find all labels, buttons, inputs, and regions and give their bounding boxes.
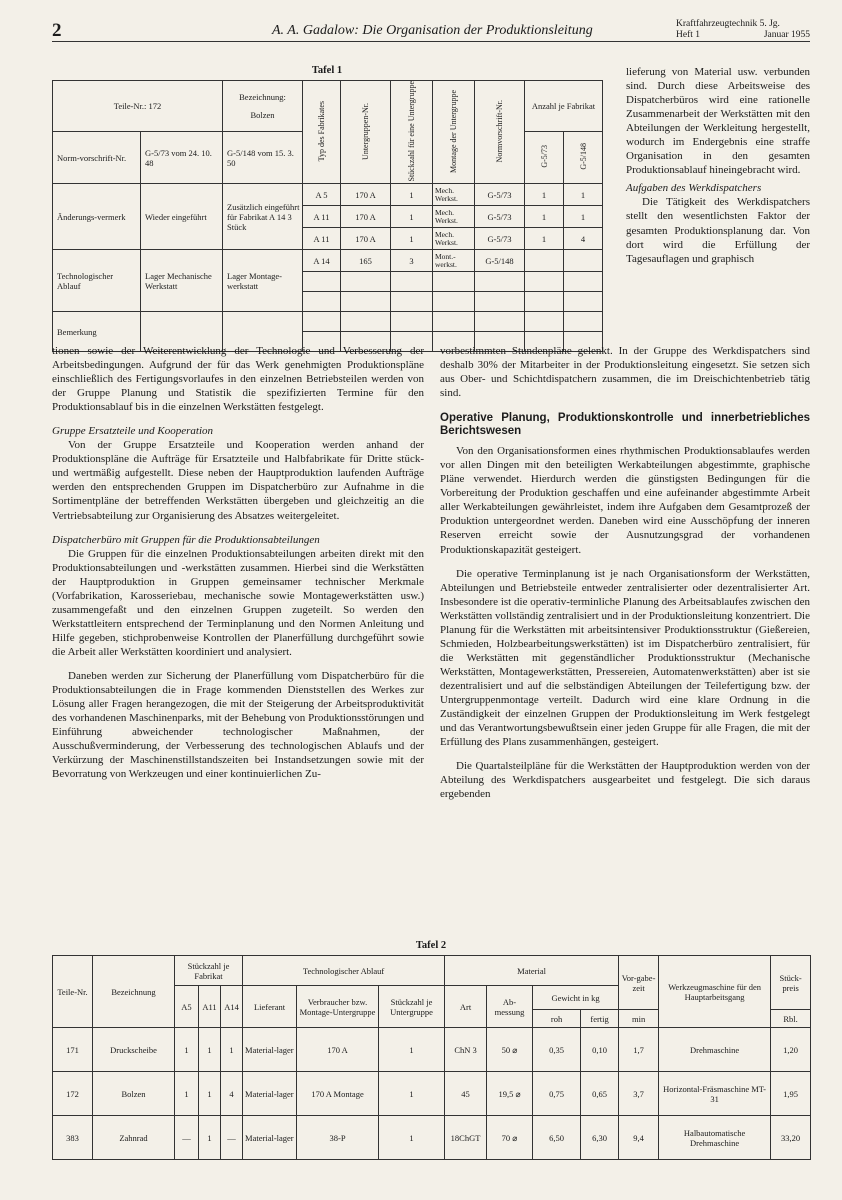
table-cell: 9,4 [619,1116,659,1160]
table-cell [475,292,525,312]
t2-h-werkzeug: Werkzeugmaschine für den Hauptarbeitsgang [659,956,771,1028]
t1-norm-a: G-5/73 vom 24. 10. 48 [141,131,223,184]
table-cell: 18ChGT [445,1116,487,1160]
table-cell: 45 [445,1072,487,1116]
table-cell: 1 [175,1072,199,1116]
table-cell: 19,5 ⌀ [487,1072,533,1116]
table-cell: Mech. Werkst. [433,228,475,250]
table-cell: Mech. Werkst. [433,184,475,206]
table-cell: 170 A [341,206,391,228]
t1-col-g573: G-5/73 [525,131,564,184]
table-cell [391,272,433,292]
table-cell [391,292,433,312]
table-cell: 1 [564,184,603,206]
table-cell: 0,35 [533,1028,581,1072]
right-top-block [626,65,810,266]
t1-col-anzahl: Anzahl je Fabrikat [525,81,603,132]
t2-h-fertig: fertig [581,1010,619,1028]
table-row [53,1072,811,1116]
table-cell: 1,20 [771,1028,811,1072]
t2-h-material: Material [445,956,619,986]
table-1 [52,80,603,352]
table-cell: Material-lager [243,1028,297,1072]
table-cell: G-5/148 [475,250,525,272]
table-cell [564,250,603,272]
paragraph: Daneben werden zur Sicherung der Planerfüllung vom Dispatcherbüro für die Produktionsabteilungen die in Frage kommenden Dienststellen des Werkes zur Lösung aller Fragen herangezogen, die mit der Steigerung der Arbeitsproduktivität des vorhandenen Maschinenparks, mit der Behebung von Produktionsstörungen und Einführung abweichender technologischer Maßnahmen, der Ausschußverminderung, der Verbesserung des technologischen Ablaufs und der Verkürzung der Maschinenstillstandszeiten bei Instandsetzungen sowie mit der Bevorratung von Werkzeugen und einer kontinuierlichen Zu- [52,669,424,781]
left-column [52,344,424,781]
t1-col-untergruppen: Untergruppen-Nr. [341,81,391,184]
section-heading: Dispatcherbüro mit Gruppen für die Produktionsabteilungen [52,533,320,546]
t1-techn-a: Lager Mechanische Werkstatt [141,250,223,312]
t2-h-lieferant: Lieferant [243,986,297,1028]
table-cell: 4 [221,1072,243,1116]
table-cell: 1 [391,206,433,228]
t1-label-norm: Norm-vorschrift-Nr. [53,131,141,184]
table-cell: 1,7 [619,1028,659,1072]
t2-h-techn: Technologischer Ablauf [243,956,445,986]
table1-caption: Tafel 1 [311,65,343,76]
table-cell: G-5/73 [475,228,525,250]
t1-label-aenderung: Änderungs-vermerk [53,184,141,250]
table-cell: Bolzen [93,1072,175,1116]
table-cell: 1 [379,1116,445,1160]
table-cell [303,272,341,292]
t1-label-techn: Technologischer Ablauf [53,250,141,312]
table-cell: 165 [341,250,391,272]
table-cell: G-5/73 [475,184,525,206]
t2-h-art: Art [445,986,487,1028]
t1-col-g5148: G-5/148 [564,131,603,184]
t1-label-bemerkung: Bemerkung [53,312,141,352]
t1-bezeichnung-value: Bolzen [250,109,275,120]
table-cell: 170 A [297,1028,379,1072]
paragraph: lieferung von Material usw. verbunden sind. Durch diese Arbeitsweise des Dispatcherbüros wird eine rationelle Zusammenarbeit der Werkstätten mit den Abteilungen der Werkleitung hergestellt, wodurch im Endergebnis eine straffe Organisation in den gesamten Produktionsablauf hineingebracht wird. [626,66,810,177]
section-heading: Operative Planung, Produktionskontrolle und innerbetriebliches Berichtswesen [440,412,810,438]
issue-date: Januar 1955 [763,30,810,40]
table-cell: Halbautomatische Drehmaschine [659,1116,771,1160]
t1-col-norm: Normvorschrift-Nr. [475,81,525,184]
table-cell [525,312,564,332]
table-cell [433,292,475,312]
paragraph: Die Tätigkeit des Werkdispatchers stellt den wesentlichsten Faktor der gesamten Produktionsplanung dar. Von dort wird die Erfüllung der Tagesauflagen und graphisch [626,196,810,265]
table-cell: 1 [175,1028,199,1072]
table-cell [391,312,433,332]
table-cell [525,250,564,272]
table-cell: 1 [525,206,564,228]
t2-h-verbraucher: Verbraucher bzw. Montage-Untergruppe [297,986,379,1028]
table-cell: Mech. Werkst. [433,206,475,228]
table-cell [525,292,564,312]
paragraph: Von den Organisationsformen eines rhythmischen Produktionsablaufes werden vor allen Dingen mit den beteiligten Werkabteilungen abgestimmte, graphische Pläne verwendet. Hierdurch werden die günstigsten Bedingungen für die Vorbereitung der Produktion geschaffen und eine aufeinander abgestimmte Arbeit aller Werkabteilungen gewährleistet, indem ihre Aufgaben dem Gesamtprozeß der Produktion untergeordnet werden. Daneben wird eine Ausschöpfung der inneren Reserven erreicht sowie der Ausnutzungsgrad der vorhandenen Produktionskapazität gesteigert. [440,445,810,556]
t2-h-roh: roh [533,1010,581,1028]
table-cell [341,312,391,332]
table-cell: 4 [564,228,603,250]
table-cell: Druckscheibe [93,1028,175,1072]
t2-h-preis: Stück-preis [771,956,811,1010]
right-column [440,344,810,801]
table-cell [341,292,391,312]
t1-col-stueckzahl: Stückzahl für eine Untergruppe [391,81,433,184]
table-cell [564,272,603,292]
paragraph: tionen sowie der Weiterentwicklung der Technologie und Verbesserung der Arbeitsbedingungen. Aufgrund der für das Werk genehmigten Produktionspläne einschließlich des Fertigungsvorlaufes in den einzelnen Betriebsteilen werden von der Gruppe Planung und Statistik die spezifizierten Termine für den Produktionsablauf bis in die einzelnen Werkstätten festgelegt. [52,345,424,414]
table-cell: 171 [53,1028,93,1072]
header-rule [52,41,810,42]
paragraph: vorbestimmten Stundenpläne gelenkt. In der Gruppe des Werkdispatchers sind deshalb 30% der Mitarbeiter in der Produktionsleitung eingesetzt. Sie setzen sich aus Ober- und Schichtdispatchern zusammen, die im Dreischichtenbetrieb tätig sind. [440,345,810,400]
t2-h-a14: A14 [221,986,243,1028]
t1-teile-nr: Teile-Nr.: 172 [53,81,223,132]
table-cell: 1 [199,1072,221,1116]
table-cell: Horizontal-Fräsmaschine MT-31 [659,1072,771,1116]
t2-h-stk-unter: Stückzahl je Untergruppe [379,986,445,1028]
table-cell [341,272,391,292]
table-cell: 1 [564,206,603,228]
journal-info [676,19,810,41]
paragraph: Die operative Terminplanung ist je nach Organisationsform der Werkstätten, Abteilungen und Betriebsteile entweder zentralisierter oder dezentralisierter Art. Insbesondere ist die operativ-terminliche Planung des Arbeitsablaufes zwischen den Werkstätten vollständig zentralisiert und in der Produktionsleitung konzentriert. Die Planung für die Werkstätten mit arbeitsintensiver Produktionsstruktur (Gießereien, Schmieden, Holzbearbeitungswerkstätten) ist im Dispatcherbüro zentralisiert, für die Werkstätten mit gegenständlicher Produktionsstruktur (Mechanische Werkstätten, Montagewerkstätten, Pressereien, Automatenwerkstätten) aber ist sie dezentralisiert und auf die selbständigen Abteilungen der Teilefertigung bzw. der Untergruppenmontage verteilt. Dadurch wird eine klare Ordnung in die Zuständigkeit der einzelnen Gruppen der Produktionsleitung im Werk festgelegt und das Verantwortungsbewußtsein einer jeden Gruppe für alle Fragen, die mit der Erfüllung des Plans zusammenhängen, gesteigert. [440,567,810,749]
page-number: 2 [52,20,62,41]
table-row [53,1116,811,1160]
paragraph: Die Quartalsteilpläne für die Werkstätten der Hauptproduktion werden von der Abteilung des Werkdispatchers ausgearbeitet und festgelegt. Die sich daraus ergebenden [440,760,810,801]
table-cell: 70 ⌀ [487,1116,533,1160]
t2-h-rbl: Rbl. [771,1010,811,1028]
table-cell: 1 [199,1028,221,1072]
t2-h-gewicht: Gewicht in kg [533,986,619,1010]
table-cell [433,312,475,332]
table-cell: 33,20 [771,1116,811,1160]
table-cell: 172 [53,1072,93,1116]
table-cell: 0,65 [581,1072,619,1116]
table-cell: 1 [525,228,564,250]
table-cell: 1 [391,228,433,250]
table-cell: 170 A [341,228,391,250]
table-cell: — [221,1116,243,1160]
table-cell [564,292,603,312]
table-cell: 1 [525,184,564,206]
running-title: A. A. Gadalow: Die Organisation der Produktionsleitung [272,23,593,38]
table-cell: 1 [199,1116,221,1160]
t2-h-min: min [619,1010,659,1028]
table-cell: Zahnrad [93,1116,175,1160]
table-cell: 170 A Montage [297,1072,379,1116]
table-cell: 1 [391,184,433,206]
t2-h-stueckzahl: Stückzahl je Fabrikat [175,956,243,986]
table-cell: 1 [221,1028,243,1072]
table-cell [433,272,475,292]
issue-label: Heft 1 [676,30,701,40]
table-cell: 6,30 [581,1116,619,1160]
table-cell: Mont.-werkst. [433,250,475,272]
table-cell: ChN 3 [445,1028,487,1072]
t1-norm-b: G-5/148 vom 15. 3. 50 [223,131,303,184]
table-cell [303,292,341,312]
paragraph: Von der Gruppe Ersatzteile und Kooperation werden anhand der Produktionspläne die Aufträge für Ersatzteile und Halbfabrikate für Dritte stück- und wertmäßig aufgestellt. Diese neben der Hauptproduktion laufenden Aufträge werden den entsprechenden Gruppen im Dispatcherbüro zur Aufnahme in die Sortimentpläne der betreffenden Werkstätten übergeben und gleichzeitig an die Vertriebsabteilung zur Organisierung des Absatzes weitergeleitet. [52,439,424,522]
table-cell [475,312,525,332]
table-cell: A 11 [303,228,341,250]
table-cell: A 5 [303,184,341,206]
table-cell [525,272,564,292]
table-cell: 1 [379,1028,445,1072]
t1-aenderung-b: Zusätzlich eingeführt für Fabrikat A 14 3 Stück [223,184,303,250]
table-cell: 383 [53,1116,93,1160]
table-cell: Material-lager [243,1072,297,1116]
t1-col-montage: Montage der Untergruppe [433,81,475,184]
t2-h-bezeichnung: Bezeichnung [93,956,175,1028]
table2-caption: Tafel 2 [415,940,447,951]
t2-h-teile: Teile-Nr. [53,956,93,1028]
table-cell: Material-lager [243,1116,297,1160]
t2-h-a11: A11 [199,986,221,1028]
section-heading: Gruppe Ersatzteile und Kooperation [52,425,214,438]
table-cell: 50 ⌀ [487,1028,533,1072]
t1-col-typ: Typ des Fabrikates [303,81,341,184]
table-cell: 3,7 [619,1072,659,1116]
t2-h-a5: A5 [175,986,199,1028]
t1-techn-b: Lager Montage-werkstatt [223,250,303,312]
t2-h-abmessung: Ab-messung [487,986,533,1028]
table-cell: 1,95 [771,1072,811,1116]
table-cell: 6,50 [533,1116,581,1160]
t2-h-vorgabe: Vor-gabe-zeit [619,956,659,1010]
table-row [53,1028,811,1072]
section-heading: Aufgaben des Werkdispatchers [626,182,762,195]
table-cell [303,312,341,332]
table-cell: Drehmaschine [659,1028,771,1072]
t1-bezeichnung-label: Bezeichnung: [239,91,286,102]
table-cell: A 14 [303,250,341,272]
table-cell: 170 A [341,184,391,206]
table-cell: 1 [379,1072,445,1116]
table-cell: — [175,1116,199,1160]
table-cell: 0,10 [581,1028,619,1072]
table-cell: 3 [391,250,433,272]
table-cell: A 11 [303,206,341,228]
t1-aenderung-a: Wieder eingeführt [141,184,223,250]
table-cell: 38-P [297,1116,379,1160]
table-2 [52,955,811,1160]
table-cell: G-5/73 [475,206,525,228]
t1-bezeichnung-cell [223,81,303,132]
journal-name: Kraftfahrzeugtechnik 5. Jg. [676,19,780,29]
table-cell [475,272,525,292]
table-cell [564,312,603,332]
paragraph: Die Gruppen für die einzelnen Produktionsabteilungen arbeiten direkt mit den Produktionsabteilungen und -werkstätten zusammen. Hierbei sind die Werkstätten der Hauptproduktion in Gruppen gemeinsamer technischer Merkmale (Vorfabrikation, Karosseriebau, mechanische sowie Montagewerkstätten usw.) zusammengefaßt und den einzelnen Gruppen zugeteilt. So werden den Werkstattleitern entsprechend der Terminplanung und den Normen Anleitung und Hilfe gegeben, stichprobenweise Kontrollen der Planerfüllung durchgeführt sowie die Arbeit aller Werkstätten koordiniert und analysiert. [52,547,424,658]
table-cell: 0,75 [533,1072,581,1116]
